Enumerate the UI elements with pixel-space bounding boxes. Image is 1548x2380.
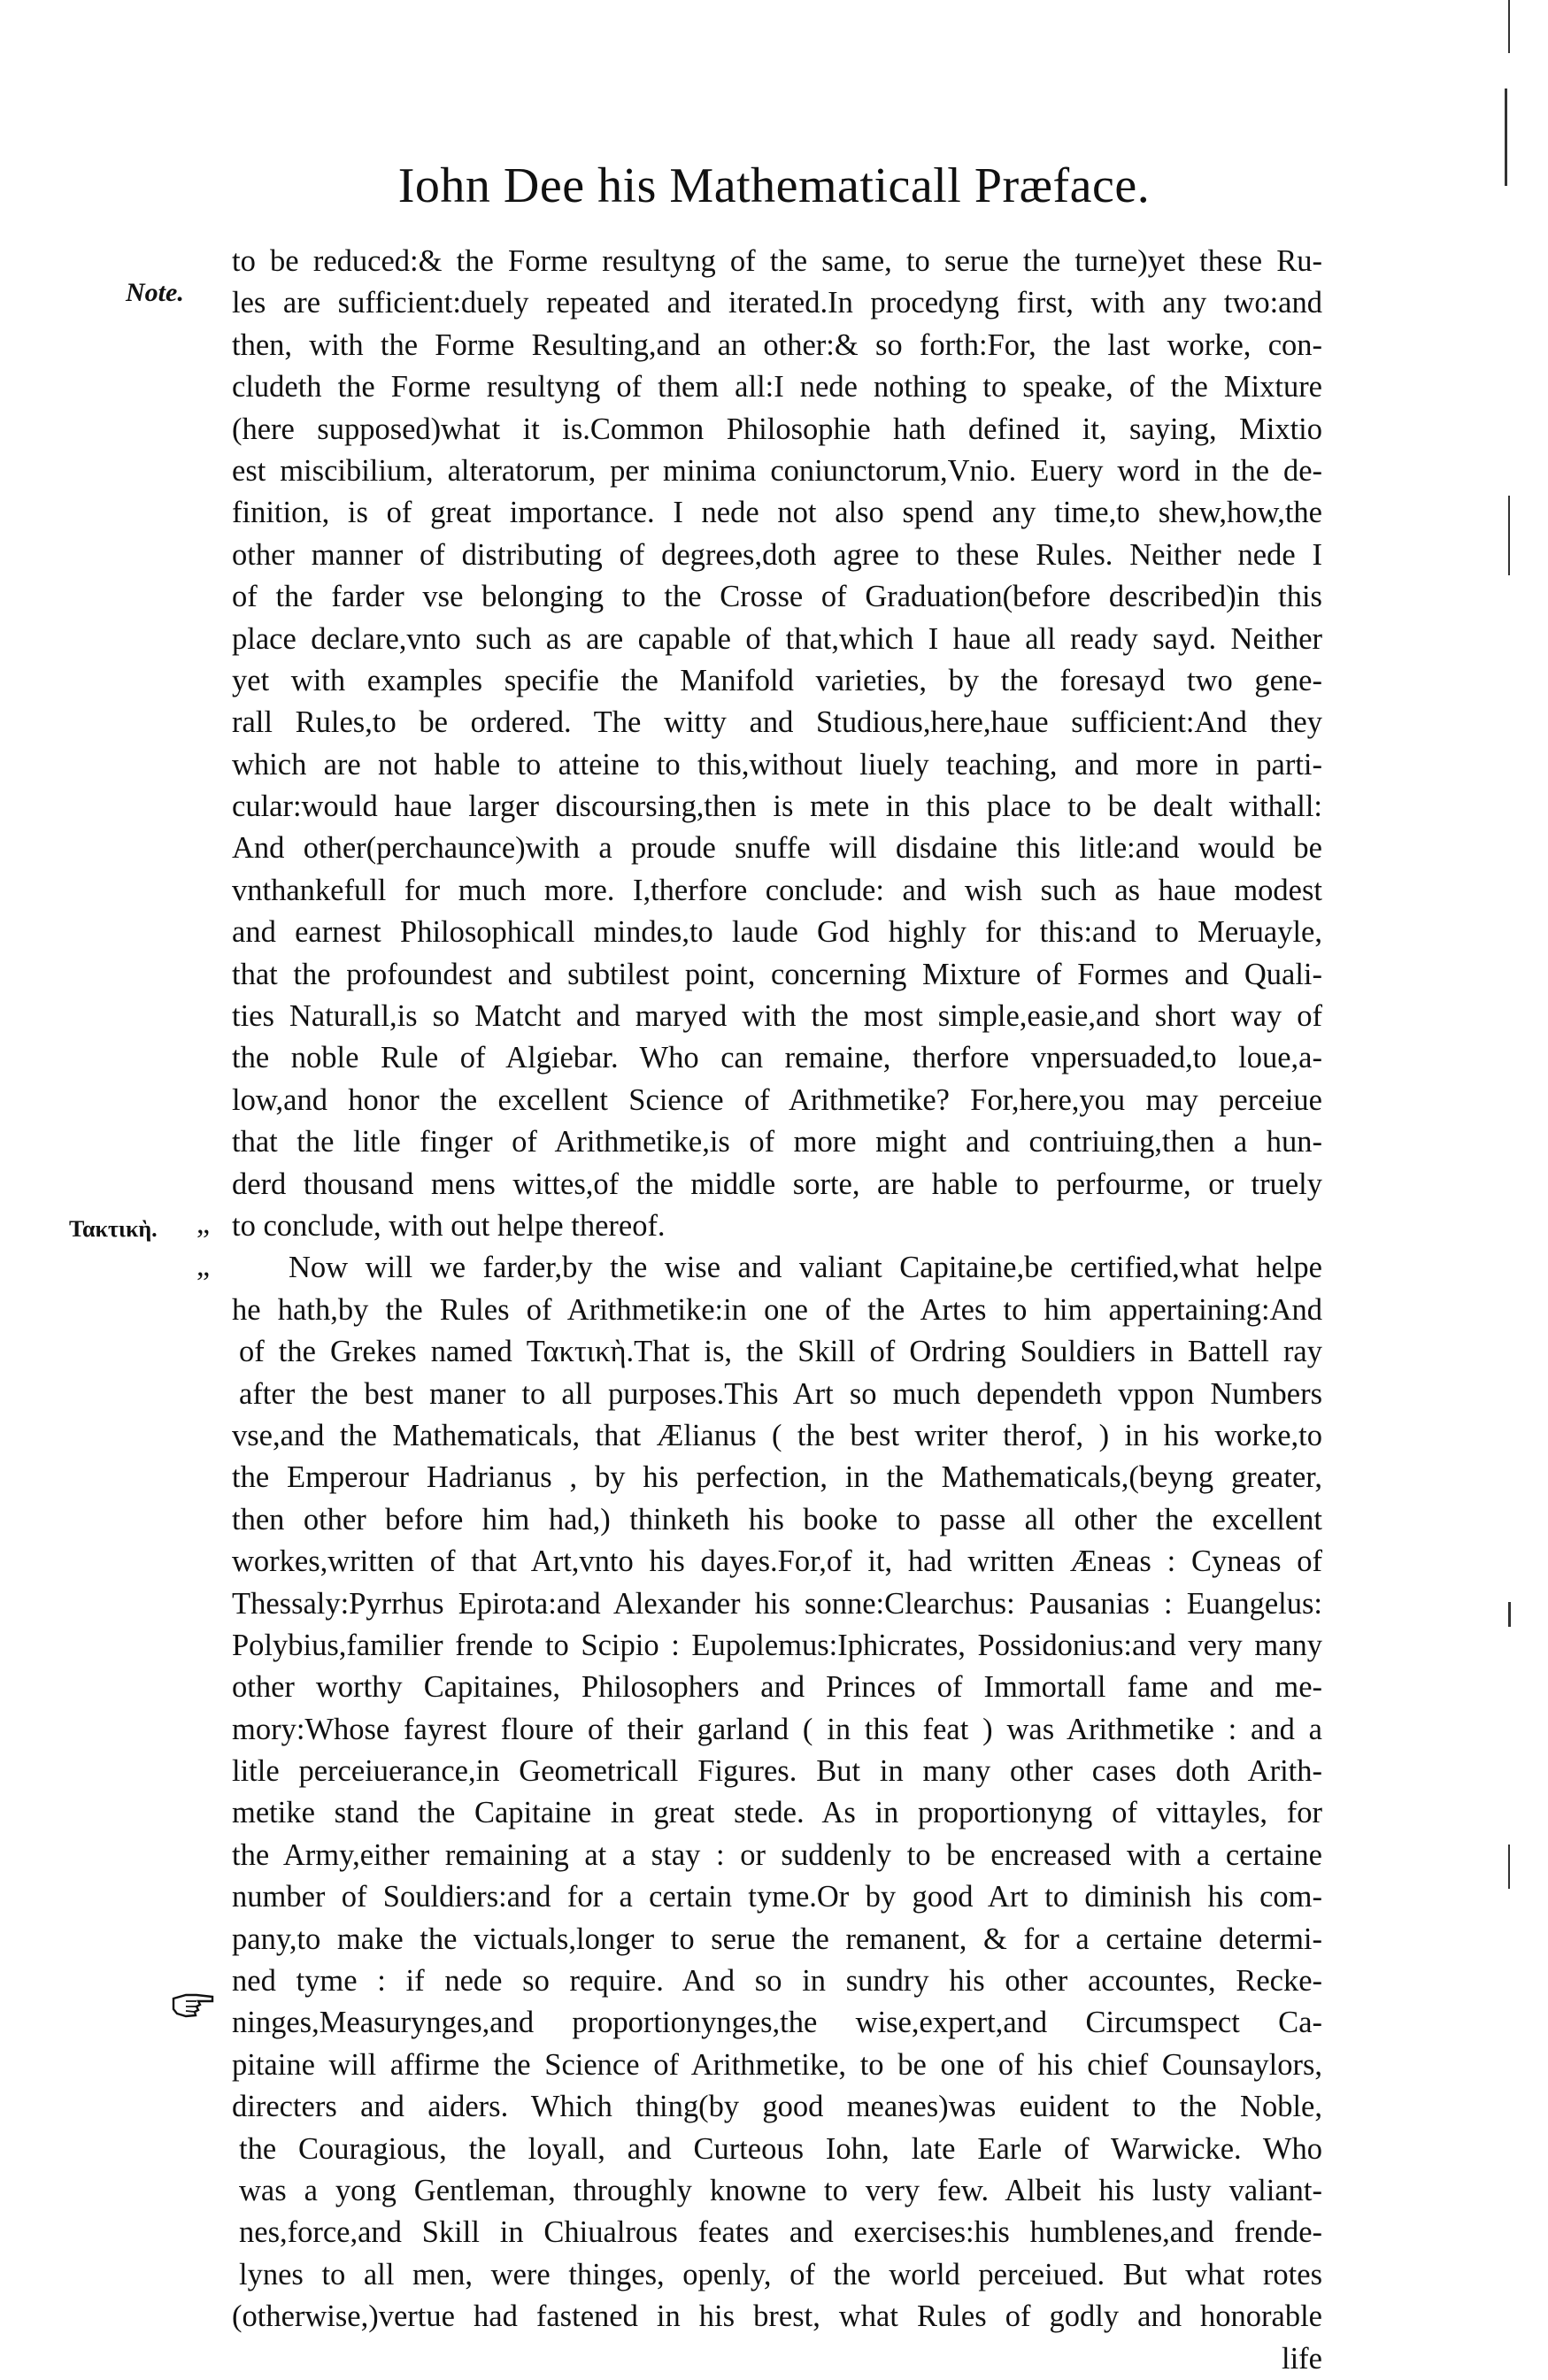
text-line: nes,force,and Skill in Chiualrous feates and exercises:his humblenes,and frende- xyxy=(239,2215,1322,2250)
text-line: pitaine will affirme the Science of Arithmetike, to be one of his chief Counsaylors, xyxy=(232,2047,1322,2082)
scan-edge-mark xyxy=(1508,1602,1511,1627)
text-line: metike stand the Capitaine in great stede. As in proportionyng of vittayles, for xyxy=(232,1796,1322,1830)
text-line: yet with examples specifie the Manifold varieties, by the foresayd two gene- xyxy=(232,663,1322,697)
text-line: rall Rules,to be ordered. The witty and Studious,here,haue sufficient:And they xyxy=(232,705,1322,740)
text-line: the Emperour Hadrianus , by his perfection, in the Mathematicals,(beyng greater, xyxy=(232,1460,1322,1495)
text-line: then other before him had,) thinketh his booke to passe all other the excellent xyxy=(232,1502,1322,1537)
text-line: Polybius,familier frende to Scipio : Eupolemus:Iphicrates, Possidonius:and very many xyxy=(232,1628,1322,1662)
text-line: other worthy Capitaines, Philosophers and Princes of Immortall fame and me- xyxy=(232,1670,1322,1705)
pointing-hand-icon xyxy=(170,1986,216,2022)
text-line: finition, is of great importance. I nede not also spend any time,to shew,how,the xyxy=(232,496,1322,530)
text-line: directers and aiders. Which thing(by good meanes)was euident to the Noble, xyxy=(232,2090,1322,2124)
text-line: and earnest Philosophicall mindes,to laude God highly for this:and to Meruayle, xyxy=(232,915,1322,950)
text-line: And other(perchaunce)with a proude snuffe will disdaine this litle:and would be xyxy=(232,831,1322,866)
catchword: life xyxy=(1282,2341,1322,2376)
text-line: low,and honor the excellent Science of Arithmetike? For,here,you may perceiue xyxy=(232,1082,1322,1117)
text-line: that the profoundest and subtilest point, concerning Mixture of Formes and Quali- xyxy=(232,957,1322,991)
text-line: vnthankefull for much more. I,therfore conclude: and wish such as haue modest xyxy=(232,873,1322,907)
body-text xyxy=(232,241,1322,2380)
text-line: of the Grekes named Τακτικὴ.That is, the Skill of Ordring Souldiers in Battell ray xyxy=(239,1335,1322,1369)
text-line: number of Souldiers:and for a certain tyme.Or by good Art to diminish his com- xyxy=(232,1880,1322,1914)
text-line: Now will we farder,by the wise and valiant Capitaine,be certified,what helpe xyxy=(289,1251,1322,1285)
text-line: other manner of distributing of degrees,doth agree to these Rules. Neither nede I xyxy=(232,537,1322,572)
text-line: workes,written of that Art,vnto his dayes.For,of it, had written Æneas : Cyneas of xyxy=(232,1544,1322,1579)
text-line: ned tyme : if nede so require. And so in sundry his other accountes, Recke- xyxy=(232,1964,1322,1999)
text-line: est miscibilium, alteratorum, per minima coniunctorum,Vnio. Euery word in the de- xyxy=(232,453,1322,488)
margin-note-taxlike: Τακτικὴ. xyxy=(69,1216,158,1242)
text-line: the Couragious, the loyall, and Curteous Iohn, late Earle of Warwicke. Who xyxy=(239,2131,1322,2166)
text-line: pany,to make the victuals,longer to serue the remanent, & for a certaine determi- xyxy=(232,1922,1322,1956)
text-line: to conclude, with out helpe thereof. xyxy=(232,1208,666,1243)
scan-edge-mark xyxy=(1508,496,1510,575)
scan-edge-mark xyxy=(1508,1845,1510,1889)
text-line: which are not hable to atteine to this,without liuely teaching, and more in parti- xyxy=(232,747,1322,782)
text-line: after the best maner to all purposes.This Art so much dependeth vppon Numbers xyxy=(239,1376,1322,1411)
margin-note-note: Note. xyxy=(126,278,184,307)
text-line: the noble Rule of Algiebar. Who can remaine, therfore vnpersuaded,to loue,a- xyxy=(232,1041,1322,1075)
text-line: mory:Whose fayrest floure of their garland ( in this feat ) was Arithmetike : and a xyxy=(232,1712,1322,1746)
scan-edge-mark xyxy=(1508,0,1510,53)
text-line: of the farder vse belonging to the Crosse of Graduation(before described)in this xyxy=(232,580,1322,614)
text-line: ninges,Measurynges,and proportionynges,the wise,expert,and Circumspect Ca- xyxy=(232,2006,1322,2040)
text-line: derd thousand mens wittes,of the middle sorte, are hable to perfourme, or truely xyxy=(232,1167,1322,1201)
text-line: then, with the Forme Resulting,and an other:& so forth:For, the last worke, con- xyxy=(232,327,1322,362)
text-line: the Army,either remaining at a stay : or suddenly to be encreased with a certaine xyxy=(232,1837,1322,1872)
text-line: ties Naturall,is so Matcht and maryed with the most simple,easie,and short way of xyxy=(232,999,1322,1034)
text-line: he hath,by the Rules of Arithmetike:in one of the Artes to him appertaining:And xyxy=(232,1292,1322,1327)
page-title: Iohn Dee his Mathematicall Præface. xyxy=(397,158,1151,213)
text-line: to be reduced:& the Forme resultyng of the same, to serue the turne)yet these Ru- xyxy=(232,244,1322,278)
quote-mark-open: „ xyxy=(196,1207,211,1240)
text-line: place declare,vnto such as are capable of that,which I haue all ready sayd. Neither xyxy=(232,621,1322,656)
quote-mark-close: „ xyxy=(196,1250,211,1282)
text-line: litle perceiuerance,in Geometricall Figures. But in many other cases doth Arith- xyxy=(232,1754,1322,1789)
text-line: was a yong Gentleman, throughly knowne to very few. Albeit his lusty valiant- xyxy=(239,2173,1322,2207)
text-line: that the litle finger of Arithmetike,is of more might and contriuing,then a hun- xyxy=(232,1125,1322,1159)
text-line: (otherwise,)vertue had fastened in his brest, what Rules of godly and honorable xyxy=(232,2299,1322,2334)
scan-edge-mark xyxy=(1505,89,1507,186)
text-line: les are sufficient:duely repeated and iterated.In procedyng first, with any two:and xyxy=(232,286,1322,320)
text-line: Thessaly:Pyrrhus Epirota:and Alexander his sonne:Clearchus: Pausanias : Euangelus: xyxy=(232,1586,1322,1621)
text-line: vse,and the Mathematicals, that Ælianus ( the best writer therof, ) in his worke,to xyxy=(232,1418,1322,1452)
text-line: lynes to all men, were thinges, openly, of the world perceiued. But what rotes xyxy=(239,2257,1322,2291)
text-line: cludeth the Forme resultyng of them all:I nede nothing to speake, of the Mixture xyxy=(232,370,1322,404)
text-line: cular:would haue larger discoursing,then is mete in this place to be dealt withall: xyxy=(232,789,1322,824)
text-line: (here supposed)what it is.Common Philosophie hath defined it, saying, Mixtio xyxy=(232,412,1322,446)
